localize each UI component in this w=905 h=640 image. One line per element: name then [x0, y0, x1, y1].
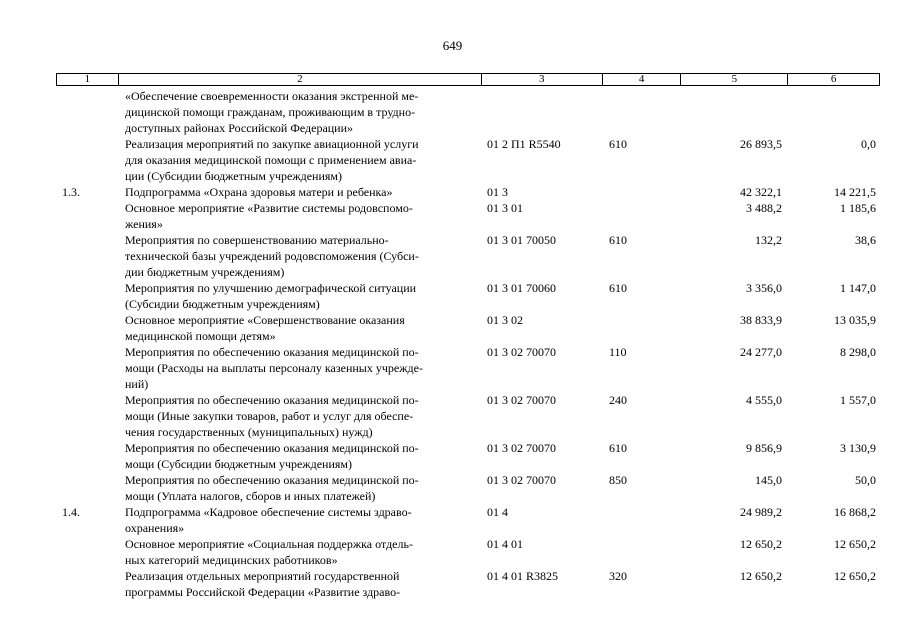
row-value-col5: 38 833,9 [740, 313, 782, 327]
row-number [56, 472, 118, 504]
row-expense-type [603, 200, 682, 232]
row-name [118, 568, 482, 600]
row-code: 01 3 02 70070 [487, 473, 556, 487]
row-expense-type: 610 [609, 137, 627, 151]
row-name-line: жения» [125, 217, 163, 231]
row-value-col5: 9 856,9 [746, 441, 782, 455]
row-name [118, 88, 482, 136]
header-col-6: 6 [830, 73, 837, 85]
row-name [118, 504, 482, 536]
row-name-line: дицинской помощи гражданам, проживающим в трудно- [125, 105, 416, 119]
row-code: 01 3 02 [487, 313, 523, 327]
row-number [56, 136, 118, 184]
row-name-line: Основное мероприятие «Совершенствование оказания [125, 313, 405, 327]
table-row [56, 536, 880, 568]
table-row [56, 136, 880, 184]
row-value-col5: 26 893,5 [740, 137, 782, 151]
row-value-col6: 1 557,0 [840, 393, 876, 407]
row-name-line: Мероприятия по совершенствованию материально- [125, 233, 389, 247]
row-value-col5: 24 989,2 [740, 505, 782, 519]
row-expense-type: 610 [609, 281, 627, 295]
table-row [56, 88, 880, 136]
header-col-4: 4 [603, 74, 682, 85]
table-row [56, 568, 880, 600]
row-name [118, 200, 482, 232]
row-number [56, 344, 118, 392]
row-value-col5: 3 356,0 [746, 281, 782, 295]
row-value-col5: 145,0 [755, 473, 782, 487]
row-expense-type [603, 88, 682, 136]
row-code: 01 3 01 70060 [487, 281, 556, 295]
row-name-line: ных категорий медицинских работников» [125, 553, 338, 567]
table-body [56, 88, 880, 600]
row-value-col5: 132,2 [755, 233, 782, 247]
row-name [118, 136, 482, 184]
row-code: 01 3 02 70070 [487, 441, 556, 455]
row-name-line: ции (Субсидии бюджетным учреждениям) [125, 169, 342, 183]
row-value-col6: 12 650,2 [834, 569, 876, 583]
header-col-3: 3 [482, 74, 603, 85]
row-value-col5: 12 650,2 [740, 569, 782, 583]
row-name-line: для оказания медицинской помощи с применением авиа- [125, 153, 417, 167]
row-name [118, 536, 482, 568]
table-row [56, 280, 880, 312]
row-value-col6: 14 221,5 [834, 185, 876, 199]
row-name [118, 392, 482, 440]
row-number [56, 232, 118, 280]
row-name-line: Основное мероприятие «Социальная поддержка отдель- [125, 537, 413, 551]
row-code: 01 4 [487, 505, 508, 519]
row-number [56, 280, 118, 312]
row-name [118, 232, 482, 280]
row-code: 01 3 02 70070 [487, 393, 556, 407]
row-name-line: (Субсидии бюджетным учреждениям) [125, 297, 320, 311]
row-name-line: Мероприятия по обеспечению оказания медицинской по- [125, 345, 419, 359]
row-number [56, 536, 118, 568]
row-number [56, 88, 118, 136]
table-row [56, 472, 880, 504]
header-col-1: 1 [57, 74, 119, 85]
row-code: 01 4 01 [487, 537, 523, 551]
row-expense-type: 610 [609, 233, 627, 247]
table-header [56, 73, 880, 86]
row-name-line: технической базы учреждений родовспоможения (Субси- [125, 249, 419, 263]
row-value-col6: 16 868,2 [834, 505, 876, 519]
row-value-col5: 24 277,0 [740, 345, 782, 359]
row-expense-type [603, 536, 682, 568]
row-expense-type: 320 [609, 569, 627, 583]
table-row [56, 440, 880, 472]
row-name-line: медицинской помощи детям» [125, 329, 276, 343]
row-name-line: Мероприятия по улучшению демографической ситуации [125, 281, 417, 295]
header-col-2: 2 [119, 74, 482, 85]
row-number [56, 392, 118, 440]
row-name-line: Мероприятия по обеспечению оказания медицинской по- [125, 441, 419, 455]
row-code: 01 3 01 70050 [487, 233, 556, 247]
row-name [118, 472, 482, 504]
row-value-col5: 3 488,2 [746, 201, 782, 215]
row-name-line: Реализация отдельных мероприятий государственной [125, 569, 400, 583]
row-value-col5 [682, 88, 789, 136]
row-number [56, 568, 118, 600]
row-expense-type: 240 [609, 393, 627, 407]
row-value-col5: 12 650,2 [740, 537, 782, 551]
row-name-line: мощи (Субсидии бюджетным учреждениям) [125, 457, 352, 471]
row-value-col5: 42 322,1 [740, 185, 782, 199]
table-row [56, 184, 880, 200]
page-number: 649 [442, 38, 463, 53]
row-name-line: мощи (Иные закупки товаров, работ и услуг для обеспе- [125, 409, 414, 423]
row-name [118, 280, 482, 312]
row-expense-type [603, 504, 682, 536]
row-name-line: Мероприятия по обеспечению оказания медицинской по- [125, 473, 419, 487]
row-expense-type: 850 [609, 473, 627, 487]
row-expense-type [603, 312, 682, 344]
row-name-line: программы Российской Федерации «Развитие здраво- [125, 585, 401, 599]
row-name-line: охранения» [125, 521, 185, 535]
row-name-line: Подпрограмма «Кадровое обеспечение системы здраво- [125, 505, 412, 519]
row-name-line: «Обеспечение своевременности оказания экстренной ме- [125, 89, 419, 103]
row-value-col6: 8 298,0 [840, 345, 876, 359]
row-name [118, 312, 482, 344]
row-number: 1.4. [62, 505, 80, 519]
row-name-line: чения государственных (муниципальных) нужд) [125, 425, 373, 439]
table-row [56, 200, 880, 232]
row-name-line: Основное мероприятие «Развитие системы родовспомо- [125, 201, 413, 215]
row-name [118, 344, 482, 392]
row-value-col6: 38,6 [855, 233, 876, 247]
row-code: 01 3 [487, 185, 508, 199]
row-value-col6: 0,0 [861, 137, 876, 151]
row-expense-type: 610 [609, 441, 627, 455]
row-name-line: мощи (Уплата налогов, сборов и иных платежей) [125, 489, 376, 503]
table-row [56, 312, 880, 344]
row-expense-type: 110 [609, 345, 627, 359]
row-number: 1.3. [62, 185, 80, 199]
row-value-col5: 4 555,0 [746, 393, 782, 407]
row-value-col6: 50,0 [855, 473, 876, 487]
row-number [56, 312, 118, 344]
row-name-line: Реализация мероприятий по закупке авиационной услуги [125, 137, 419, 151]
header-col-5: 5 [681, 74, 788, 85]
row-code [482, 88, 603, 136]
row-value-col6: 1 147,0 [840, 281, 876, 295]
table-row [56, 392, 880, 440]
row-name [118, 440, 482, 472]
row-name-line: ний) [125, 377, 149, 391]
row-name-line: дии бюджетным учреждениям) [125, 265, 285, 279]
row-value-col6 [789, 88, 880, 136]
row-value-col6: 13 035,9 [834, 313, 876, 327]
row-value-col6: 1 185,6 [840, 201, 876, 215]
row-name-line: доступных районах Российской Федерации» [125, 121, 354, 135]
table-row [56, 504, 880, 536]
row-value-col6: 3 130,9 [840, 441, 876, 455]
row-name-line: Мероприятия по обеспечению оказания медицинской по- [125, 393, 419, 407]
table-row [56, 344, 880, 392]
row-code: 01 3 02 70070 [487, 345, 556, 359]
row-expense-type [603, 184, 682, 200]
row-value-col6: 12 650,2 [834, 537, 876, 551]
table-row [56, 232, 880, 280]
row-code: 01 2 П1 R5540 [487, 137, 561, 151]
row-name [118, 184, 482, 200]
row-code: 01 4 01 R3825 [487, 569, 559, 583]
row-name-line: Подпрограмма «Охрана здоровья матери и ребенка» [125, 185, 393, 199]
row-code: 01 3 01 [487, 201, 523, 215]
row-number [56, 440, 118, 472]
row-number [56, 200, 118, 232]
row-name-line: мощи (Расходы на выплаты персоналу казенных учрежде- [125, 361, 423, 375]
